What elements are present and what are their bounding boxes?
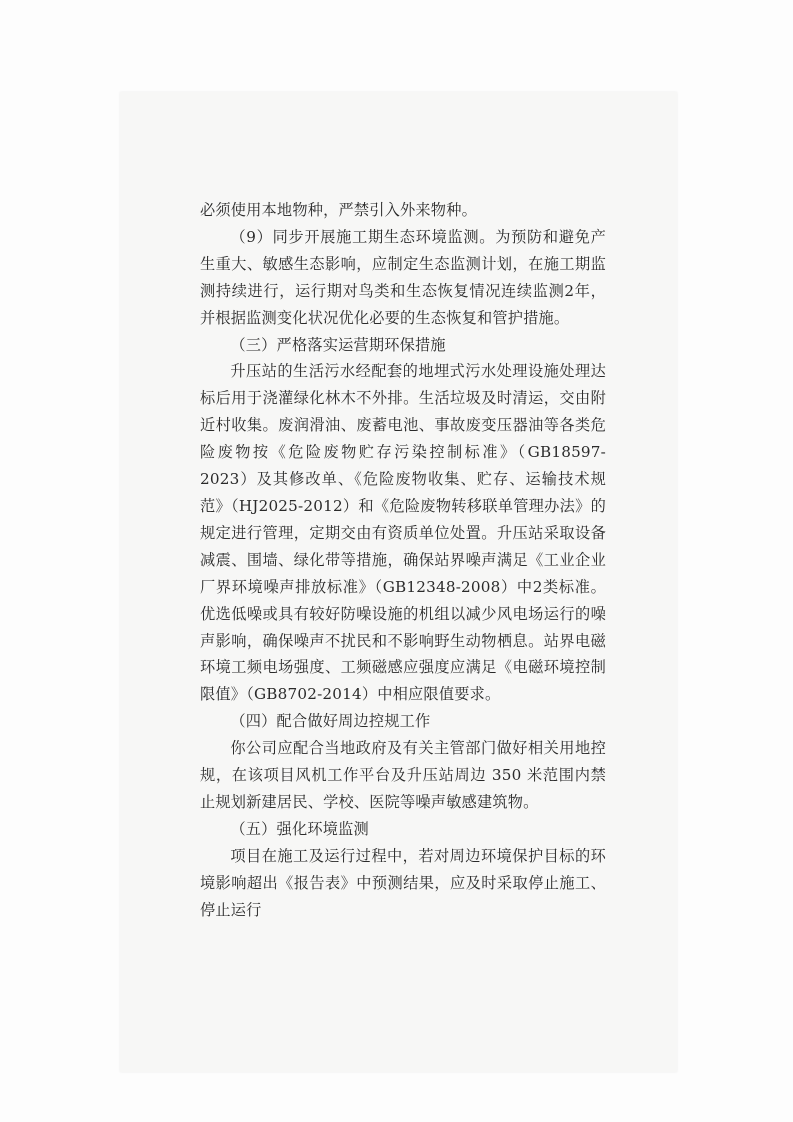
section-heading-environmental-monitoring: （五）强化环境监测 [230,819,369,838]
paragraph-environmental-monitoring: 项目在施工及运行过程中，若对周边环境保护目标的环境影响超出《报告表》中预测结果，应及时采取停止施工、停止运行 [200,846,606,919]
section-heading-operation-measures: （三）严格落实运营期环保措施 [230,335,446,354]
document-body [200,197,606,923]
paragraph-zoning-control: 你公司应配合当地政府及有关主管部门做好相关用地控规，在该项目风机工作平台及升压站周边 350 米范围内禁止规划新建居民、学校、医院等噪声敏感建筑物。 [200,739,606,811]
section-heading-zoning-control: （四）配合做好周边控规工作 [230,712,431,731]
paragraph-continuation: 必须使用本地物种，严禁引入外来物种。 [200,201,477,219]
paragraph-operation-measures: 升压站的生活污水经配套的地埋式污水处理设施处理达标后用于浇灌绿化林木不外排。生活垃圾及时清运，交由附近村收集。废润滑油、废蓄电池、事故废变压器油等各类危险废物按《危险废物贮存污染控制标准》（GB18597-2023）及其修改单、《危险废物收集、贮存、运输技术规范》（HJ2025-2012）和《危险废物转移联单管理办法》的规定进行管理，定期交由有资质单位处置。升压站采取设备减震、围墙、绿化带等措施，确保站界噪声满足《工业企业厂界环境噪声排放标准》（GB12348-2008）中2类标准。优选低噪或具有较好防噪设施的机组以减少风电场运行的噪声影响，确保噪声不扰民和不影响野生动物栖息。站界电磁环境工频电场强度、工频磁感应强度应满足《电磁环境控制限值》（GB8702-2014）中相应限值要求。 [200,362,606,704]
paragraph-ecological-monitoring: （9）同步开展施工期生态环境监测。为预防和避免产生重大、敏感生态影响，应制定生态监测计划，在施工期监测持续进行，运行期对鸟类和生态恢复情况连续监测2年，并根据监测变化状况优化必要的生态恢复和管护措施。 [200,227,606,327]
